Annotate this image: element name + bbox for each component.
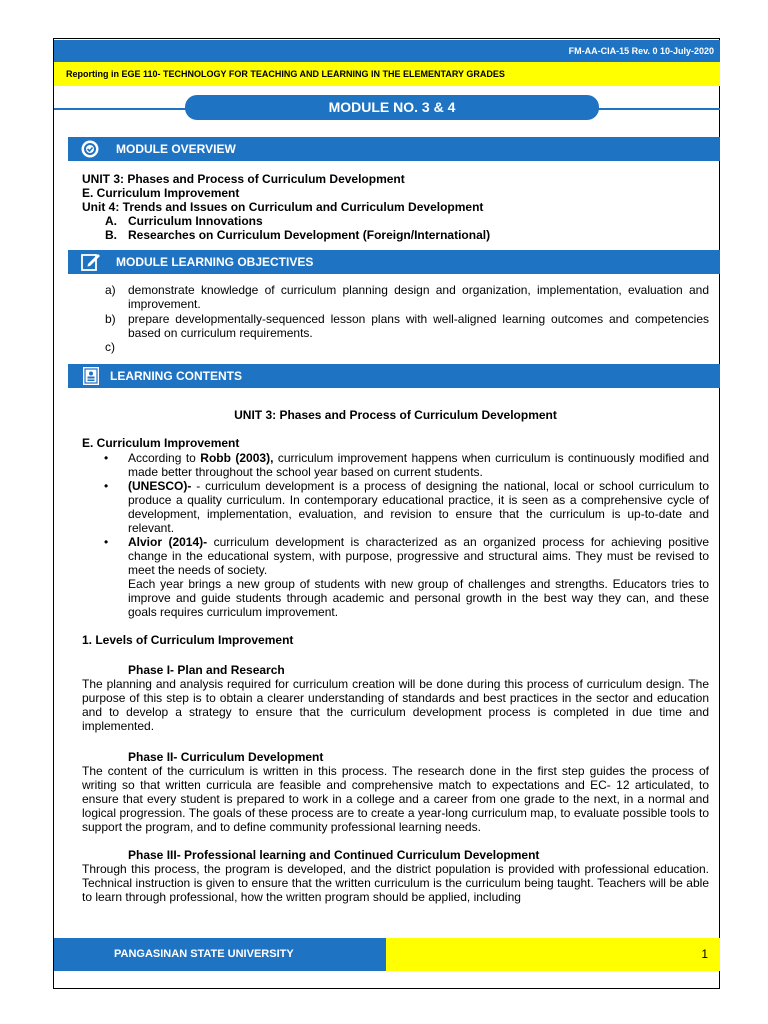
search-icon xyxy=(80,139,102,159)
e-curriculum-improvement-title: E. Curriculum Improvement xyxy=(82,436,240,450)
phase2-text: The content of the curriculum is written in this process. The research done in the first step guides the process of writing so that written curricula are feasible and comprehensive match to expectations and EC- 12 articulated, to ensure that every student is prepared to work in a college and a career from one grade to the next, in a normal and logical progression. The goals of these process are to create a year-long curriculum map, to evaluate possible tools to support the program, and to define community professional learning needs. xyxy=(82,764,709,834)
bullet-3-text: Alvior (2014)- curriculum development is characterized as an organized process for achieving positive change in the educational system, with purpose, progressive and structural aims. They must be revised to meet the needs of society. xyxy=(128,535,709,577)
objective-a-marker: a) xyxy=(105,283,116,297)
section-objectives xyxy=(68,250,720,274)
levels-title: 1. Levels of Curriculum Improvement xyxy=(82,633,294,647)
footer-university xyxy=(54,938,386,971)
edit-icon xyxy=(80,252,102,272)
bullet-2-text: (UNESCO)- - curriculum development is a process of designing the national, local or school curriculum to produce a quality curriculum. In contemporary educational practice, it is seen as a comprehensive cycle of development, implementation, evaluation, and revision to ensure that the curriculum is up-to-date and relevant. xyxy=(128,479,709,535)
section-objectives-label: MODULE LEARNING OBJECTIVES xyxy=(116,255,314,269)
phase3-text: Through this process, the program is developed, and the district population is provided with professional education. Technical instruction is given to ensure that the written curriculum is the curriculum being taught. Teachers will be able to learn through professional, how the written program should be applied, including xyxy=(82,862,709,904)
unit3-title: UNIT 3: Phases and Process of Curriculum Development xyxy=(234,408,557,422)
section-contents xyxy=(68,364,720,388)
objective-b-marker: b) xyxy=(105,312,116,326)
overview-a-marker: A. xyxy=(105,214,117,228)
footer-page xyxy=(386,938,720,971)
footer-university-label: PANGASINAN STATE UNIVERSITY xyxy=(114,948,294,960)
objective-c-marker: c) xyxy=(105,340,115,354)
module-title: MODULE NO. 3 & 4 xyxy=(185,95,599,120)
section-overview-label: MODULE OVERVIEW xyxy=(116,142,236,156)
bullet-3-marker: • xyxy=(104,535,109,549)
bullet-2-marker: • xyxy=(104,479,109,493)
phase1-title: Phase I- Plan and Research xyxy=(128,663,285,677)
document-icon xyxy=(80,366,102,386)
section-overview xyxy=(68,137,720,161)
overview-e: E. Curriculum Improvement xyxy=(82,186,240,200)
overview-b-marker: B. xyxy=(105,228,117,242)
form-code: FM-AA-CIA-15 Rev. 0 10-July-2020 xyxy=(568,46,714,56)
overview-b: Researches on Curriculum Development (Foreign/International) xyxy=(128,228,491,242)
bullet-1-marker: • xyxy=(104,451,109,465)
phase2-title: Phase II- Curriculum Development xyxy=(128,750,324,764)
overview-a: Curriculum Innovations xyxy=(128,214,263,228)
objective-a: demonstrate knowledge of curriculum planning design and organization, implementation, evaluation and improvement. xyxy=(128,283,709,311)
bullet-3-extra: Each year brings a new group of students with new group of challenges and strengths. Educators tries to improve and guide students through academic and personal growth in the best way they can, and these goals requires curriculum improvement. xyxy=(128,577,709,619)
overview-unit3: UNIT 3: Phases and Process of Curriculum Development xyxy=(82,172,405,186)
page-number: 1 xyxy=(701,947,708,961)
objective-b: prepare developmentally-sequenced lesson plans with well-aligned learning outcomes and competencies based on curriculum requirements. xyxy=(128,312,709,340)
subject-bar xyxy=(54,62,720,86)
phase1-text: The planning and analysis required for curriculum creation will be done during this process of curriculum design. The purpose of this step is to obtain a clearer understanding of standards and best practices in the sector and education and to develop a strategy to ensure that the curriculum development process is completed in due time and implemented. xyxy=(82,677,709,733)
form-code-bar xyxy=(54,40,720,62)
section-contents-label: LEARNING CONTENTS xyxy=(110,369,242,383)
phase3-title: Phase III- Professional learning and Continued Curriculum Development xyxy=(128,848,540,862)
subject-title: Reporting in EGE 110- TECHNOLOGY FOR TEACHING AND LEARNING IN THE ELEMENTARY GRADES xyxy=(66,69,505,79)
bullet-1-text: According to Robb (2003), curriculum improvement happens when curriculum is continuously modified and made better throughout the school year based on current students. xyxy=(128,451,710,479)
overview-unit4: Unit 4: Trends and Issues on Curriculum and Curriculum Development xyxy=(82,200,484,214)
